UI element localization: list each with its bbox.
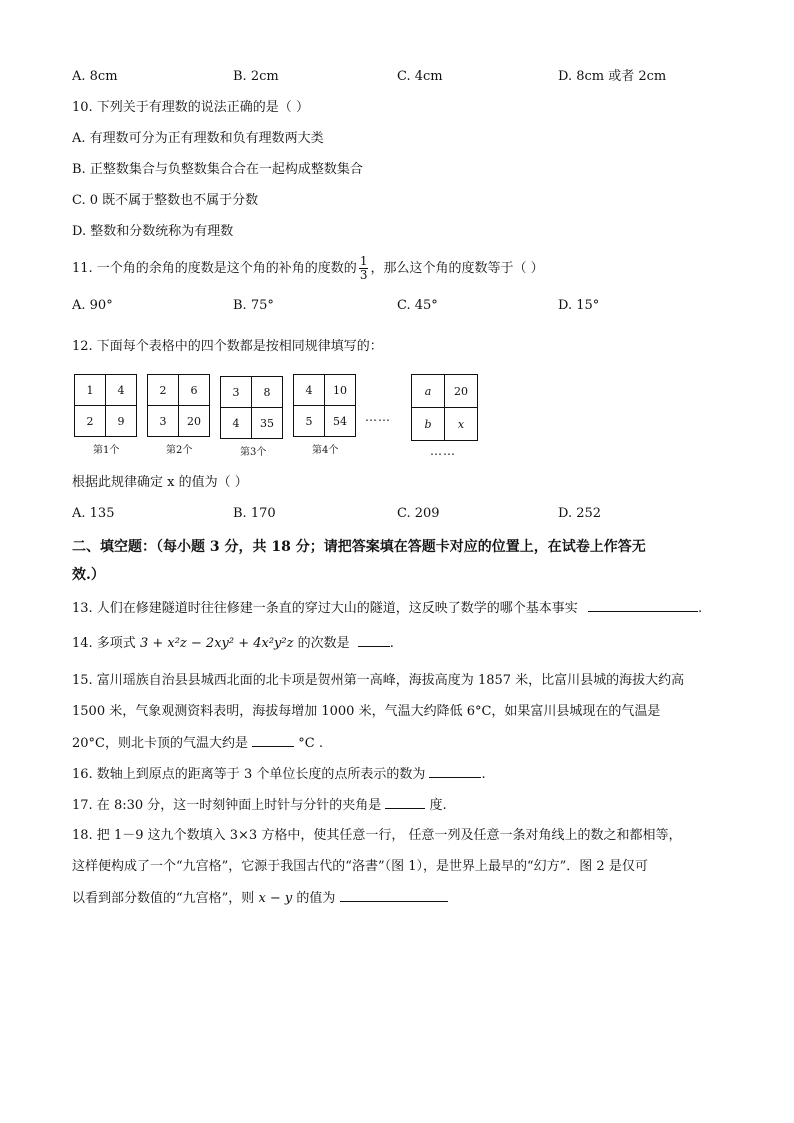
q15-line3-post: °C .: [298, 736, 323, 751]
q12-grid-4-caption: 第4个: [312, 445, 339, 456]
q12-grid-2-caption: 第2个: [166, 445, 193, 456]
q11-option-a: A. 90°: [72, 298, 113, 313]
q17-pre: 17. 在 8:30 分，这一时刻钟面上时针与分针的夹角是: [72, 798, 382, 813]
q9-option-d: D. 8cm 或者 2cm: [558, 69, 667, 84]
q17: [72, 796, 447, 815]
grid-cell: 2: [148, 375, 179, 406]
q18-answer-blank[interactable]: [340, 889, 448, 902]
grid-cell: 4: [294, 375, 325, 406]
grid-cell: a: [412, 375, 445, 408]
grid-cell: 54: [325, 406, 356, 437]
section2-title-line1: 二、填空题：（每小题 3 分，共 18 分；请把答案填在答题卡对应的位置上，在试卷上作答无: [72, 539, 646, 555]
q17-post: 度.: [429, 798, 447, 813]
grid-cell: 4: [106, 375, 137, 406]
q15-line1: 15. 富川瑶族自治县县城西北面的北卡项是贺州第一高峰，海拔高度为 1857 米，比富川县城的海拔大约高: [72, 673, 685, 688]
q13-answer-blank[interactable]: [588, 599, 698, 612]
q13-text: 13. 人们在修建隧道时往往修建一条直的穿过大山的隧道，这反映了数学的哪个基本事实: [72, 601, 578, 616]
q18-expression: x − y: [258, 891, 293, 906]
q18-line3: [72, 889, 448, 908]
q11-frac-num: 1: [359, 254, 368, 268]
q11-fraction: [359, 255, 369, 282]
q9-option-b: B. 2cm: [233, 69, 279, 84]
q11-option-d: D. 15°: [558, 298, 600, 313]
q13: 13. 人们在修建隧道时往往修建一条直的穿过大山的隧道，这反映了数学的哪个基本事实 .: [72, 601, 703, 616]
q10-option-a: A. 有理数可分为正有理数和负有理数两大类: [72, 131, 324, 146]
q12-grid-2: [147, 374, 210, 437]
q11-frac-den: 3: [359, 268, 368, 282]
q12-option-a: A. 135: [72, 506, 115, 521]
q14-answer-blank[interactable]: [358, 634, 390, 647]
q14-post: 的次数是: [297, 636, 350, 651]
grid-cell: 9: [106, 406, 137, 437]
q18-line2: 这样便构成了一个“九宫格”，它源于我国古代的“洛書”（图 1），是世界上最早的“幻方”．图 2 是仅可: [72, 859, 648, 874]
q12-grid-4: [293, 374, 356, 437]
grid-cell: 8: [252, 377, 283, 408]
grid-cell: 3: [148, 406, 179, 437]
q10-option-d: D. 整数和分数统称为有理数: [72, 224, 234, 239]
q12-option-c: C. 209: [397, 506, 440, 521]
q12-question: 根据此规律确定 x 的值为（ ）: [72, 475, 248, 490]
grid-cell: 3: [221, 377, 252, 408]
q12-ellipsis: ……: [365, 410, 391, 424]
q18-line3-pre: 以看到部分数值的“九宫格”，则: [72, 891, 255, 906]
q15-line3: [72, 734, 323, 753]
q12-option-d: D. 252: [558, 506, 602, 521]
q17-answer-blank[interactable]: [385, 796, 425, 809]
q12-option-b: B. 170: [233, 506, 276, 521]
q15-answer-blank[interactable]: [252, 734, 294, 747]
grid-cell: 5: [294, 406, 325, 437]
q16-answer-blank[interactable]: [429, 765, 481, 778]
q16-text: 16. 数轴上到原点的距离等于 3 个单位长度的点所表示的数为: [72, 767, 426, 782]
grid-cell: 20: [445, 375, 478, 408]
q18-line3-post: 的值为: [296, 891, 336, 906]
grid-cell: 10: [325, 375, 356, 406]
q11-stem: [72, 255, 544, 282]
q11-stem-pre: 11. 一个角的余角的度数是这个角的补角的度数的: [72, 261, 357, 276]
q11-option-b: B. 75°: [233, 298, 274, 313]
q11-stem-post: ，那么这个角的度数等于（ ）: [370, 261, 544, 276]
grid-cell: 20: [179, 406, 210, 437]
q14: 14. 多项式 3 + x²z − 2xy² + 4x²y²z 的次数是 .: [72, 636, 394, 651]
q12-grid-3: [220, 376, 283, 439]
q12-grid-1: [74, 374, 137, 437]
grid-cell: x: [445, 408, 478, 441]
q12-grid-3-caption: 第3个: [240, 447, 267, 458]
q12-stem: 12. 下面每个表格中的四个数都是按相同规律填写的：: [72, 339, 383, 354]
q14-expression: 3 + x²z − 2xy² + 4x²y²z: [139, 636, 294, 651]
q10-option-b: B. 正整数集合与负整数集合合在一起构成整数集合: [72, 162, 363, 177]
q14-pre: 14. 多项式: [72, 636, 136, 651]
q16: 16. 数轴上到原点的距离等于 3 个单位长度的点所表示的数为 .: [72, 767, 486, 782]
q9-option-c: C. 4cm: [397, 69, 443, 84]
grid-cell: b: [412, 408, 445, 441]
q18-line1: 18. 把 1－9 这九个数填入 3×3 方格中，使其任意一行， 任意一列及任意一条对角线上的数之和都相等，: [72, 828, 682, 843]
q10-option-c: C. 0 既不属于整数也不属于分数: [72, 193, 259, 208]
q10-stem: 10. 下列关于有理数的说法正确的是（ ）: [72, 100, 309, 115]
q12-grid-1-caption: 第1个: [93, 445, 120, 456]
q12-ellipsis-below: ……: [430, 444, 456, 458]
q9-option-a: A. 8cm: [72, 69, 118, 84]
q11-option-c: C. 45°: [397, 298, 438, 313]
grid-cell: 6: [179, 375, 210, 406]
q15-line2: 1500 米，气象观测资料表明，海拔每增加 1000 米，气温大约降低 6°C，如果富川县城现在的气温是: [72, 704, 661, 719]
section2-title-line2: 效.）: [72, 567, 105, 583]
grid-cell: 2: [75, 406, 106, 437]
grid-cell: 35: [252, 408, 283, 439]
q12-grid-n: [411, 374, 478, 441]
grid-cell: 4: [221, 408, 252, 439]
grid-cell: 1: [75, 375, 106, 406]
q15-line3-pre: 20°C，则北卡顶的气温大约是: [72, 736, 248, 751]
